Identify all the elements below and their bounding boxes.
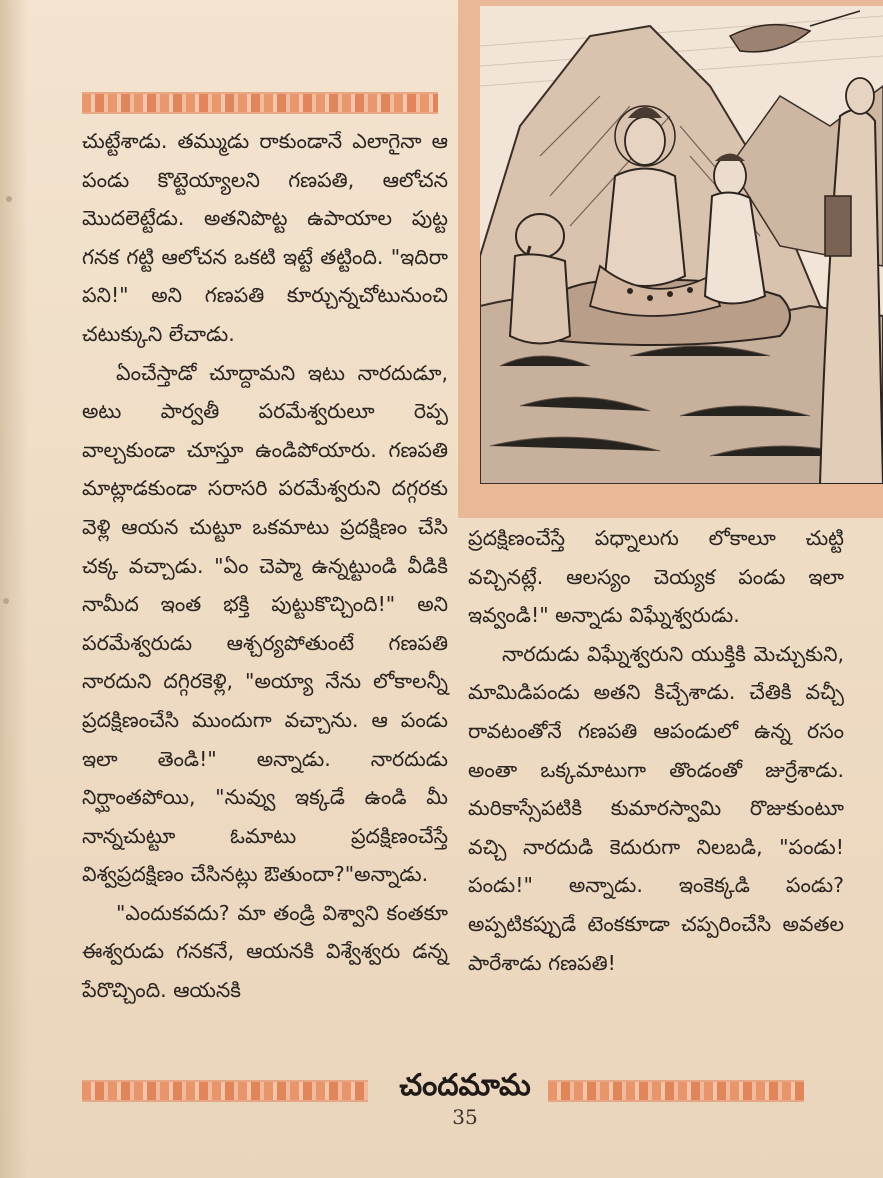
magazine-name: చందమామ	[399, 1068, 531, 1103]
decorative-band-top	[82, 92, 438, 114]
page-number: 35	[452, 1105, 478, 1129]
page-edge-shadow	[0, 0, 28, 1178]
paragraph: ప్రదక్షిణంచేస్తే పధ్నాలుగు లోకాలూ చుట్టి వచ్చినట్లే. ఆలస్యం చెయ్యక పండు ఇలా ఇవ్వండి!" అన్నాడు విఘ్నేశ్వరుడు.	[468, 526, 844, 628]
paragraph: "ఎందుకవదు? మా తండ్రి విశ్వాని కంతకూ ఈశ్వరుడు గనకనే, ఆయనకి విశ్వేశ్వరు డన్న పేరొచ్చింది. ఆయనకి	[82, 900, 448, 1003]
paper-speck	[3, 598, 9, 604]
shiva-parvati-ganesha-narada-illustration	[480, 6, 883, 484]
paragraph: చుట్టేశాడు. తమ్ముడు రాకుండానే ఎలాగైనా ఆ పండు కొట్టెయ్యాలని గణపతి, ఆలోచన మొదలెట్టేడు. అతనిపొట్ట ఉపాయాల పుట్ట గనక గట్టి ఆలోచన ఒకటి ఇట్టే తట్టింది. "ఇదిరా పని!" అని గణపతి కూర్చున్నచోటునుంచి చటుక్కుని లేచాడు.	[82, 129, 448, 346]
article-right-column	[468, 519, 844, 982]
article-left-column	[82, 122, 448, 1010]
paragraph: నారదుడు విఘ్నేశ్వరుని యుక్తికి మెచ్చుకుని, మామిడిపండు అతని కిచ్చేశాడు. చేతికి వచ్చీ రావటంతోనే గణపతి ఆపండులో ఉన్న రసం అంతా ఒక్కమాటుగా తొండంతో జుర్రేశాడు. మరికాస్సేపటికి కుమారస్వామి రొజుకుంటూ వచ్చి నారదుడి కెదురుగా నిలబడి, "పండు! పండు!" అన్నాడు. ఇంకెక్కడి పండు? అప్పటికప్పుడే టెంకకూడా చప్పరించేసి అవతల పారేశాడు గణపతి!	[468, 641, 844, 975]
paper-speck	[6, 196, 12, 202]
illustration	[480, 6, 883, 484]
decorative-band-bottom-left	[82, 1080, 368, 1102]
paragraph: ఏంచేస్తాడో చూద్దామని ఇటు నారదుడూ, అటు పార్వతీ పరమేశ్వరులూ రెప్ప వాల్చకుండా చూస్తూ ఉండిపోయారు. గణపతి మాట్లాడకుండా సరాసరి పరమేశ్వరుని దగ్గరకు వెళ్లి ఆయన చుట్టూ ఒకమాటు ప్రదక్షిణం చేసి చక్క వచ్చాడు. "ఏం చెప్మా ఉన్నట్టుండి వీడికి నామీద ఇంత భక్తి పుట్టుకొచ్చింది!" అని పరమేశ్వరుడు ఆశ్చర్యపోతుంటే గణపతి నారదుని దగ్గిరకెళ్లి, "అయ్యా నేను లోకాలన్నీ ప్రదక్షిణంచేసి ముందుగా వచ్చాను. ఆ పండు ఇలా తెండి!" అన్నాడు. నారదుడు నిర్ఘాంతపోయి, "నువ్వు ఇక్కడే ఉండి మీ నాన్నచుట్టూ ఓమాటు ప్రదక్షిణంచేస్తే విశ్వప్రదక్షిణం చేసినట్లు ఔతుందా?"అన్నాడు.	[82, 360, 448, 887]
decorative-band-bottom-right	[548, 1080, 804, 1102]
